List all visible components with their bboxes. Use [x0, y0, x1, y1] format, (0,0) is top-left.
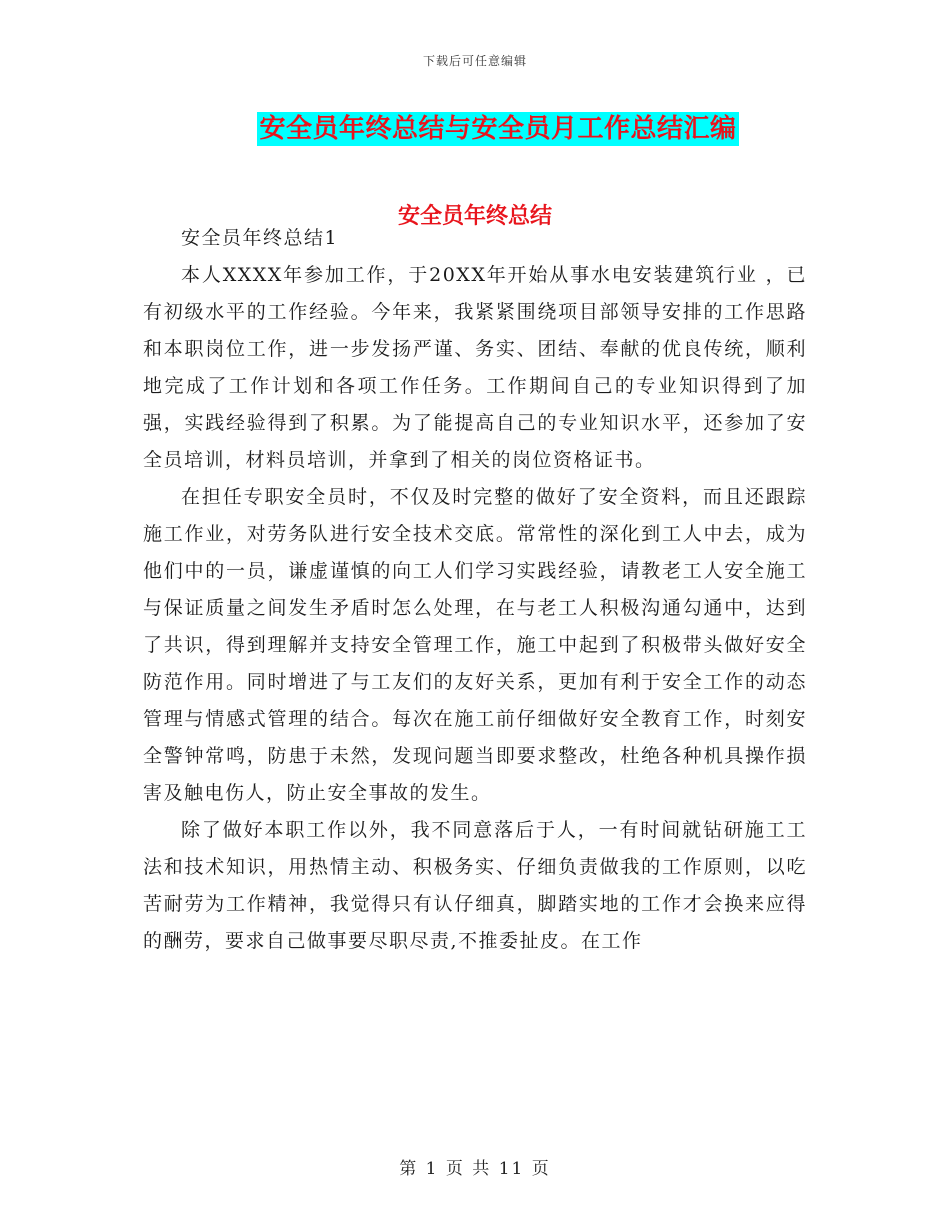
subheading: 安全员年终总结1 [181, 227, 339, 249]
main-title: 安全员年终总结与安全员月工作总结汇编 [259, 114, 737, 144]
main-title-container [0, 112, 950, 146]
paragraph-2: 在担任专职安全员时，不仅及时完整的做好了安全资料，而且还跟踪施工作业，对劳务队进行安全技术交底。常常性的深化到工人中去，成为他们中的一员，谦虚谨慎的向工人们学习实践经验，请教老工人安全施工与保证质量之间发生矛盾时怎么处理，在与老工人积极沟通勾通中，达到了共识，得到理解并支持安全管理工作，施工中起到了积极带头做好安全防范作用。同时增进了与工友们的友好关系，更加有利于安全工作的动态管理与情感式管理的结合。每次在施工前仔细做好安全教育工作，时刻安全警钟常鸣，防患于未然，发现问题当即要求整改，杜绝各种机具操作损害及触电伤人，防止安全事故的发生。 [143, 486, 807, 804]
paragraph-3: 除了做好本职工作以外，我不同意落后于人，一有时间就钻研施工工法和技术知识，用热情主动、积极务实、仔细负责做我的工作原则，以吃苦耐劳为工作精神，我觉得只有认仔细真，脚踏实地的工作才会换来应得的酬劳，要求自己做事要尽职尽责,不推委扯皮。在工作 [143, 819, 807, 952]
section-title: 安全员年终总结 [397, 204, 552, 229]
page-number-footer: 第 1 页 共 11 页 [399, 1159, 551, 1179]
document-body [143, 220, 807, 960]
paragraph-1: 本人XXXX年参加工作，于20XX年开始从事水电安装建筑行业 ，已有初级水平的工作经验。今年来，我紧紧围绕项目部领导安排的工作思路和本职岗位工作，进一步发扬严谨、务实、团结、奉献的优良传统，顺利地完成了工作计划和各项工作任务。工作期间自己的专业知识得到了加强，实践经验得到了积累。为了能提高自己的专业知识水平，还参加了安全员培训，材料员培训，并拿到了相关的岗位资格证书。 [143, 264, 807, 471]
page-header-note: 下载后可任意编辑 [422, 54, 527, 68]
